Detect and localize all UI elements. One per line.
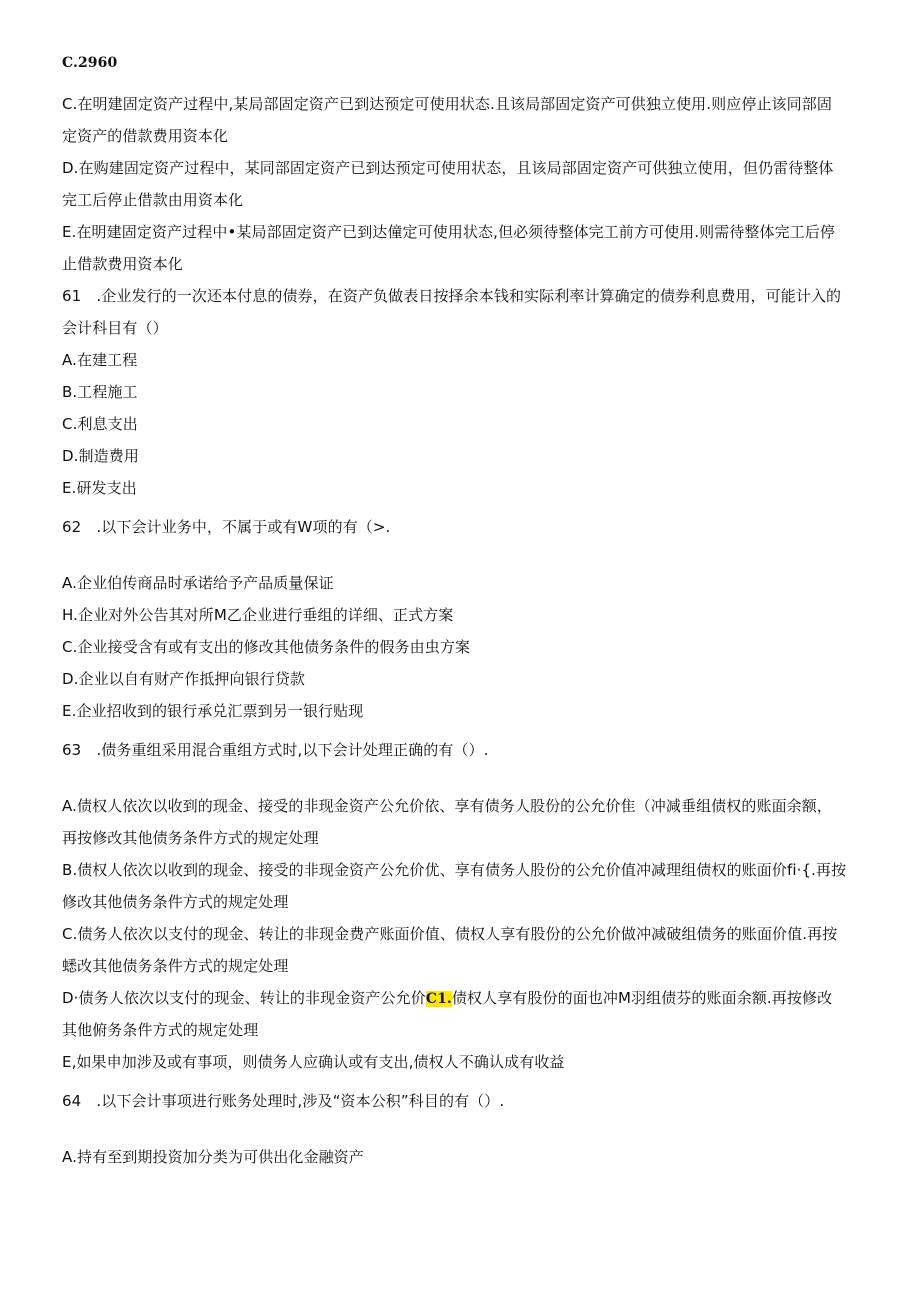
- q61-option-e: E.研发支出: [62, 479, 137, 497]
- q63-option-c-line-2: 蟋改其他债务条件方式的规定处理: [62, 957, 289, 975]
- option-c-line-1: C.在明建固定资产过程中,某局部固定资产已到达预定可使用状态.且该局部固定资产可供独立使用.则应停止该同部固: [62, 95, 832, 113]
- option-e-line-2: 止借款费用资本化: [62, 255, 183, 273]
- question-63: 63 .债务重组采用混合重组方式时,以下会计处理正确的有（）.: [62, 741, 489, 759]
- q63-option-d-text-end: 债权人享有股份的面也冲M羽组债芬的账面余额.再按修改: [451, 989, 833, 1007]
- option-e-line-1: E.在明建固定资产过程中•某局部固定资产已到达僮定可使用状态,但必须待整体完工前方可使用.则需待整体完工后停: [62, 223, 836, 241]
- q63-option-e: E,如果申加涉及或有事项，则债务人应确认或有支出,债权人不确认成有收益: [62, 1053, 565, 1071]
- q62-option-a: A.企业伯传商品时承诺给予产品质量保证: [62, 574, 334, 592]
- question-62: 62 .以下会计业务中，不属于或有W项的有（>.: [62, 518, 391, 536]
- option-c-line-2: 定资产的借款费用资本化: [62, 127, 229, 145]
- q63-option-b-line-1: B.债权人依次以收到的现金、接受的非现金资产公允价优、享有债务人股份的公允价值冲减理组债权的账面价fi·{.再按: [62, 861, 847, 879]
- q62-option-h: H.企业对外公告其对所M乙企业进行垂组的详细、正式方案: [62, 606, 454, 624]
- option-d-line-1: D.在购建固定资产过程中，某同部固定资产已到达预定可使用状态，且该局部固定资产可供独立使用，但仍雷待整体: [62, 159, 834, 177]
- option-d-line-2: 完工后停止借款由用资本化: [62, 191, 244, 209]
- q63-option-d-line-1: [62, 988, 832, 1009]
- question-61-line-2: 会计科目有（）: [62, 319, 168, 337]
- q61-option-a: A.在建工程: [62, 351, 138, 369]
- question-61-line-1: 61 .企业发行的一次还本付息的债券，在资产负做表日按择余本钱和实际利率计算确定的债券利息费用，可能计入的: [62, 287, 842, 305]
- highlighted-text: C1.: [425, 991, 452, 1007]
- q62-option-d: D.企业以自有财产作抵押向银行贷款: [62, 670, 306, 688]
- q63-option-c-line-1: C.债务人依次以支付的现金、转让的非现金费产账面价值、债权人享有股份的公允价做冲减破组债务的账面价值.再按: [62, 925, 838, 943]
- q63-option-b-line-2: 修改其他债务条件方式的规定处理: [62, 893, 289, 911]
- q63-option-a-line-1: A.债权人依次以收到的现金、接受的非现金资产公允价依、享有债务人股份的公允价隹（冲减垂组债权的账面余额，: [62, 797, 832, 815]
- q64-option-a: A.持有至到期投资加分类为可供出化金融资产: [62, 1148, 364, 1166]
- q63-option-d-line-2: 其他俯务条件方式的规定处理: [62, 1021, 259, 1039]
- q63-option-d-text-start: D·债务人依次以支付的现金、转让的非现金资产公允价: [62, 989, 426, 1007]
- q62-option-e: E.企业招收到的银行承兑汇票到另一银行贴现: [62, 702, 364, 720]
- question-64: 64 .以下会计事项进行账务处理时,涉及“资本公积”科目的有（）.: [62, 1092, 505, 1110]
- q61-option-d: D.制造费用: [62, 447, 139, 465]
- q61-option-b: B.工程施工: [62, 383, 138, 401]
- q62-option-c: C.企业接受含有或有支出的修改其他债务条件的假务由虫方案: [62, 638, 471, 656]
- q61-option-c: C.利息支出: [62, 415, 138, 433]
- q63-option-a-line-2: 再按修改其他债务条件方式的规定处理: [62, 829, 319, 847]
- option-c-value: C.2960: [62, 55, 118, 71]
